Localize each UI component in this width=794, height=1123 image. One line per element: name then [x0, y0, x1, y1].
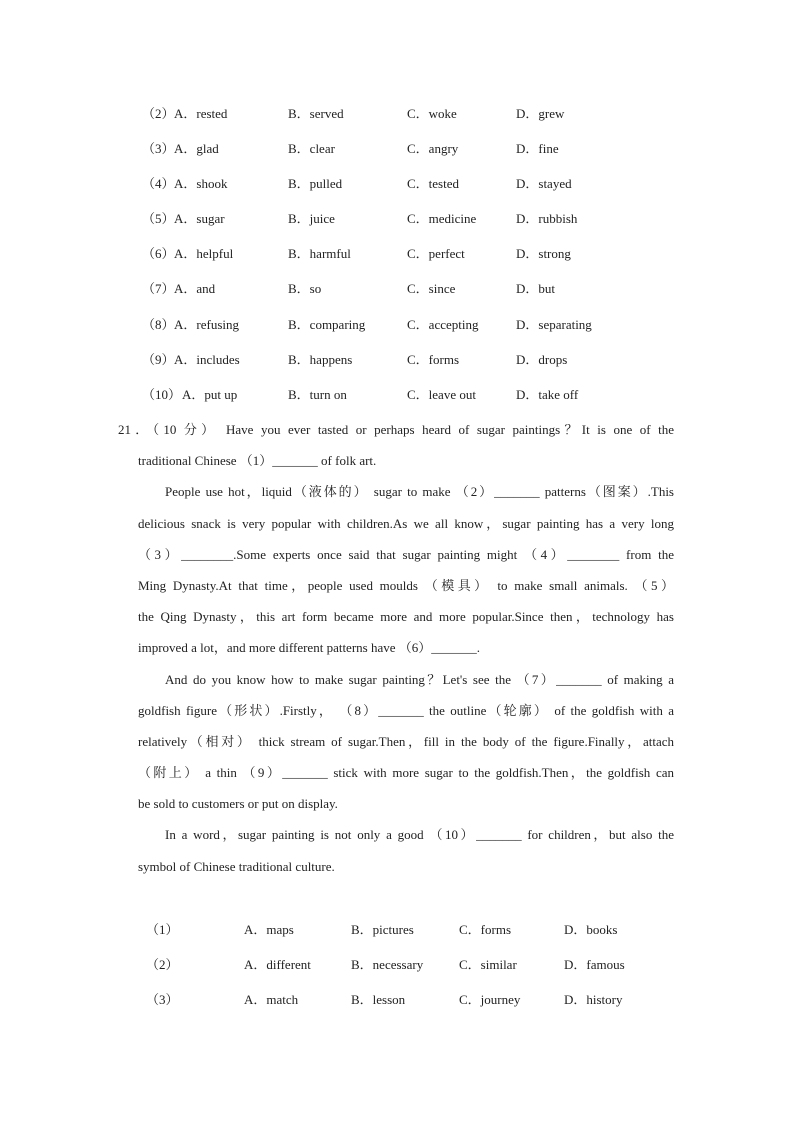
passage-line: delicious snack is very popular with children.As we all know，sugar painting has a very long: [138, 515, 674, 531]
option-a: A．put up: [182, 386, 238, 402]
option-row: [142, 383, 662, 418]
option-a: A．includes: [174, 351, 240, 367]
option-row: [142, 172, 662, 207]
option-d: D．stayed: [516, 176, 572, 192]
passage-line: relatively（相对） thick stream of sugar.Then，fill in the body of the figure.Finally，attach: [138, 733, 674, 749]
option-a: A．and: [174, 281, 216, 297]
option-number: （3）: [146, 992, 179, 1008]
passage-line: traditional Chinese （1）_______ of folk art.: [138, 453, 377, 469]
option-number: （2）: [146, 957, 179, 973]
passage-line: Ming Dynasty.At that time，people used moulds （模具） to make small animals. （5）: [138, 577, 674, 593]
option-c: C．similar: [459, 957, 517, 973]
option-b: B．turn on: [288, 386, 347, 402]
passage-line: improved a lot，and more different patterns have （6）_______.: [138, 640, 481, 656]
option-b: B．necessary: [351, 957, 424, 973]
option-number: （6）: [142, 246, 175, 262]
option-b: B．harmful: [288, 246, 351, 262]
option-b: B．happens: [288, 351, 353, 367]
option-b: B．clear: [288, 141, 335, 157]
option-number: （4）: [142, 176, 175, 192]
option-row: [142, 207, 662, 242]
option-a: A．sugar: [174, 211, 225, 227]
option-c: C．accepting: [407, 316, 479, 332]
option-a: A．helpful: [174, 246, 234, 262]
option-number: （1）: [146, 922, 179, 937]
passage-line: And do you know how to make sugar painting？Let's see the （7）_______ of making a: [165, 671, 674, 687]
option-row: [142, 242, 662, 277]
option-a: A．different: [244, 957, 311, 973]
option-a: A．match: [244, 992, 299, 1008]
option-a: A．glad: [174, 141, 219, 157]
option-number: （3）: [142, 141, 175, 157]
option-b: B．pictures: [351, 922, 414, 937]
option-d: D．books: [564, 922, 618, 937]
option-a: A．maps: [244, 922, 294, 937]
option-c: C．tested: [407, 176, 459, 192]
option-d: D．separating: [516, 316, 592, 332]
option-row: [142, 277, 662, 312]
option-c: C．medicine: [407, 211, 477, 227]
option-row: [142, 348, 662, 383]
option-b: B．juice: [288, 211, 335, 227]
option-c: C．woke: [407, 106, 457, 121]
option-a: A．refusing: [174, 316, 239, 332]
option-b: B．pulled: [288, 176, 343, 192]
option-number: （10）: [142, 386, 182, 402]
option-number: （5）: [142, 211, 175, 227]
option-d: D．grew: [516, 106, 565, 121]
option-c: C．forms: [407, 351, 460, 367]
option-d: D．fine: [516, 141, 559, 157]
option-number: （8）: [142, 316, 175, 332]
option-row: [142, 313, 662, 348]
options-list-question-21: [146, 918, 666, 1023]
passage-line: 21．（10 分） Have you ever tasted or perhaps heard of sugar paintings？It is one of the: [118, 422, 674, 437]
option-a: A．rested: [174, 106, 228, 121]
passage-line: be sold to customers or put on display.: [138, 796, 338, 812]
option-d: D．strong: [516, 246, 571, 262]
option-d: D．take off: [516, 386, 579, 402]
option-c: C．angry: [407, 141, 459, 157]
option-c: C．journey: [459, 992, 521, 1008]
option-a: A．shook: [174, 176, 228, 192]
option-c: C．forms: [459, 922, 512, 937]
option-c: C．leave out: [407, 386, 476, 402]
option-number: （2）: [142, 106, 175, 121]
passage-line: （附上） a thin （9）_______ stick with more sugar to the goldfish.Then，the goldfish can: [138, 765, 674, 781]
option-d: D．rubbish: [516, 211, 578, 227]
question-21-passage: [118, 418, 674, 886]
option-row: [146, 918, 666, 953]
passage-line: goldfish figure（形状）.Firstly， （8）_______ the outline（轮廓） of the goldfish with a: [138, 702, 674, 718]
option-d: D．history: [564, 992, 623, 1008]
option-b: B．served: [288, 106, 344, 121]
options-list-previous: [142, 102, 662, 418]
option-row: [142, 137, 662, 172]
option-row: [146, 988, 666, 1023]
passage-line: symbol of Chinese traditional culture.: [138, 858, 335, 874]
option-number: （9）: [142, 351, 175, 367]
option-d: D．but: [516, 281, 556, 297]
option-row: [142, 102, 662, 137]
option-d: D．drops: [516, 351, 568, 367]
option-b: B．comparing: [288, 316, 366, 332]
option-d: D．famous: [564, 957, 625, 973]
option-number: （7）: [142, 281, 175, 297]
option-row: [146, 953, 666, 988]
passage-line: In a word，sugar painting is not only a good （10）_______ for children，but also the: [165, 827, 674, 843]
option-b: B．so: [288, 281, 322, 297]
option-b: B．lesson: [351, 992, 406, 1008]
passage-line: the Qing Dynasty，this art form became more and more popular.Since then，technology has: [138, 609, 674, 625]
option-c: C．since: [407, 281, 456, 297]
passage-line: （3）________.Some experts once said that sugar painting might （4）________ from the: [138, 546, 674, 562]
option-c: C．perfect: [407, 246, 465, 262]
passage-line: People use hot，liquid（液体的） sugar to make （2）_______ patterns（图案）.This: [165, 484, 674, 500]
